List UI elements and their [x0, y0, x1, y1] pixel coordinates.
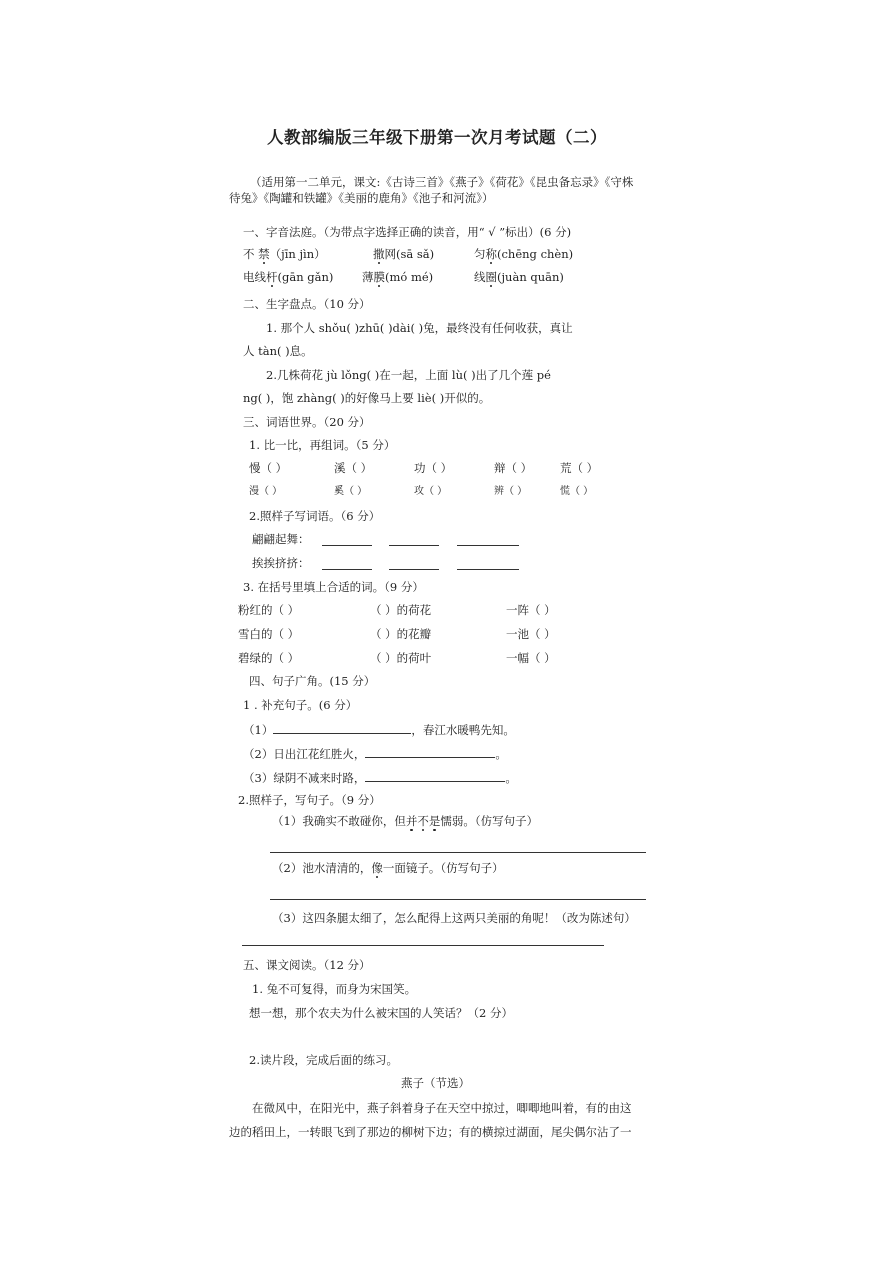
passage-line: 在微风中，在阳光中，燕子斜着身子在天空中掠过，唧唧地叫着，有的由这 — [252, 1101, 632, 1115]
compare-word: 慌（ ） — [560, 486, 594, 497]
sentence-example: （2）池水清清的，像一面镜子。（仿写句子） — [272, 861, 504, 875]
sub-question: 2.读片段，完成后面的练习。 — [249, 1053, 398, 1067]
sentence-item: （3）绿阴不减来时路， 。 — [243, 771, 517, 785]
fill-item: 粉红的（ ） — [238, 603, 300, 617]
answer-line[interactable] — [242, 945, 604, 946]
answer-line[interactable] — [457, 569, 519, 570]
compare-word: 溪（ ） — [334, 461, 373, 475]
answer-line[interactable] — [322, 545, 372, 546]
fill-item: 碧绿的（ ） — [238, 651, 300, 665]
fill-item: 一阵（ ） — [506, 603, 556, 617]
sub-question: 1. 兔不可复得，而身为宋国笑。 — [252, 982, 417, 996]
fill-item: 一幅（ ） — [506, 651, 556, 665]
section-2-heading: 二、生字盘点。（10 分） — [243, 297, 371, 311]
sentence-item: （2）日出江花红胜火， 。 — [243, 747, 507, 761]
sub-question: 1 . 补充句子。(6 分） — [243, 698, 358, 712]
scope-line-2: 待兔》《陶罐和铁罐》《美丽的鹿角》《池子和河流》） — [229, 191, 494, 205]
compare-word: 奚（ ） — [334, 486, 368, 497]
pinyin-item: 不 禁（jīn jìn） — [243, 247, 326, 261]
compare-word: 辨（ ） — [494, 486, 528, 497]
pinyin-item: 电线杆(gān gǎn) — [243, 270, 334, 284]
compare-word: 荒（ ） — [560, 461, 599, 475]
answer-blank[interactable] — [365, 770, 505, 782]
pinyin-item: 撒网(sā sǎ) — [373, 247, 435, 261]
sentence-item: （1） ，春江水暖鸭先知。 — [243, 723, 515, 737]
compare-word: 攻（ ） — [414, 486, 448, 497]
compare-word: 慢（ ） — [249, 461, 288, 475]
sub-question: 2.照样子，写句子。（9 分） — [238, 793, 381, 807]
answer-line[interactable] — [270, 899, 646, 900]
answer-blank[interactable] — [365, 746, 495, 758]
fill-item: 一池（ ） — [506, 627, 556, 641]
section-3-heading: 三、词语世界。（20 分） — [243, 415, 371, 429]
fill-item: （ ）的荷花 — [370, 603, 432, 617]
sentence-example: （1）我确实不敢碰你，但并不是懦弱。（仿写句子） — [272, 814, 539, 828]
answer-blank[interactable] — [273, 722, 411, 734]
question-line: 人 tàn( )息。 — [243, 344, 313, 358]
pinyin-item: 匀称(chēng chèn) — [474, 247, 574, 261]
question-line: ng( )，饱 zhàng( )的好像马上要 liè( )开似的。 — [243, 391, 491, 405]
passage-title: 燕子（节选） — [401, 1076, 470, 1090]
section-4-heading: 四、句子广角。(15 分） — [249, 674, 376, 688]
fill-item: （ ）的荷叶 — [370, 651, 432, 665]
fill-item: 雪白的（ ） — [238, 627, 300, 641]
answer-line[interactable] — [389, 545, 439, 546]
example-word: 翩翩起舞： — [252, 532, 310, 546]
question-line: 1. 那个人 shǒu( )zhū( )dài( )兔，最终没有任何收获，真让 — [266, 321, 573, 335]
sub-question: 2.照样子写词语。（6 分） — [249, 509, 381, 523]
scope-line-1: （适用第一二单元，课文:《古诗三首》《燕子》《荷花》《昆虫备忘录》《守株 — [250, 175, 634, 189]
compare-word: 功（ ） — [414, 461, 453, 475]
sub-question: 3. 在括号里填上合适的词。（9 分） — [243, 580, 424, 594]
sub-question: 想一想，那个农夫为什么被宋国的人笑话？（2 分） — [249, 1006, 513, 1020]
answer-line[interactable] — [322, 569, 372, 570]
passage-line: 边的稻田上，一转眼飞到了那边的柳树下边；有的横掠过湖面，尾尖偶尔沾了一 — [229, 1125, 632, 1139]
page-title: 人教部编版三年级下册第一次月考试题（二） — [267, 128, 607, 147]
pinyin-item: 薄膜(mó mé) — [362, 270, 434, 284]
section-1-heading: 一、字音法庭。（为带点字选择正确的读音，用“ √ ”标出）(6 分) — [243, 225, 572, 239]
sub-question: 1. 比一比，再组词。（5 分） — [249, 438, 396, 452]
answer-line[interactable] — [270, 852, 646, 853]
pinyin-item: 线圈(juàn quān) — [474, 270, 564, 284]
compare-word: 漫（ ） — [249, 486, 283, 497]
sentence-example: （3）这四条腿太细了，怎么配得上这两只美丽的角呢！（改为陈述句） — [272, 911, 636, 925]
compare-word: 辩（ ） — [494, 461, 533, 475]
example-word: 挨挨挤挤： — [252, 556, 310, 570]
question-line: 2.几株荷花 jù lǒng( )在一起，上面 lù( )出了几个莲 pé — [266, 368, 551, 382]
answer-line[interactable] — [389, 569, 439, 570]
section-5-heading: 五、课文阅读。（12 分） — [243, 958, 371, 972]
fill-item: （ ）的花瓣 — [370, 627, 432, 641]
answer-line[interactable] — [457, 545, 519, 546]
